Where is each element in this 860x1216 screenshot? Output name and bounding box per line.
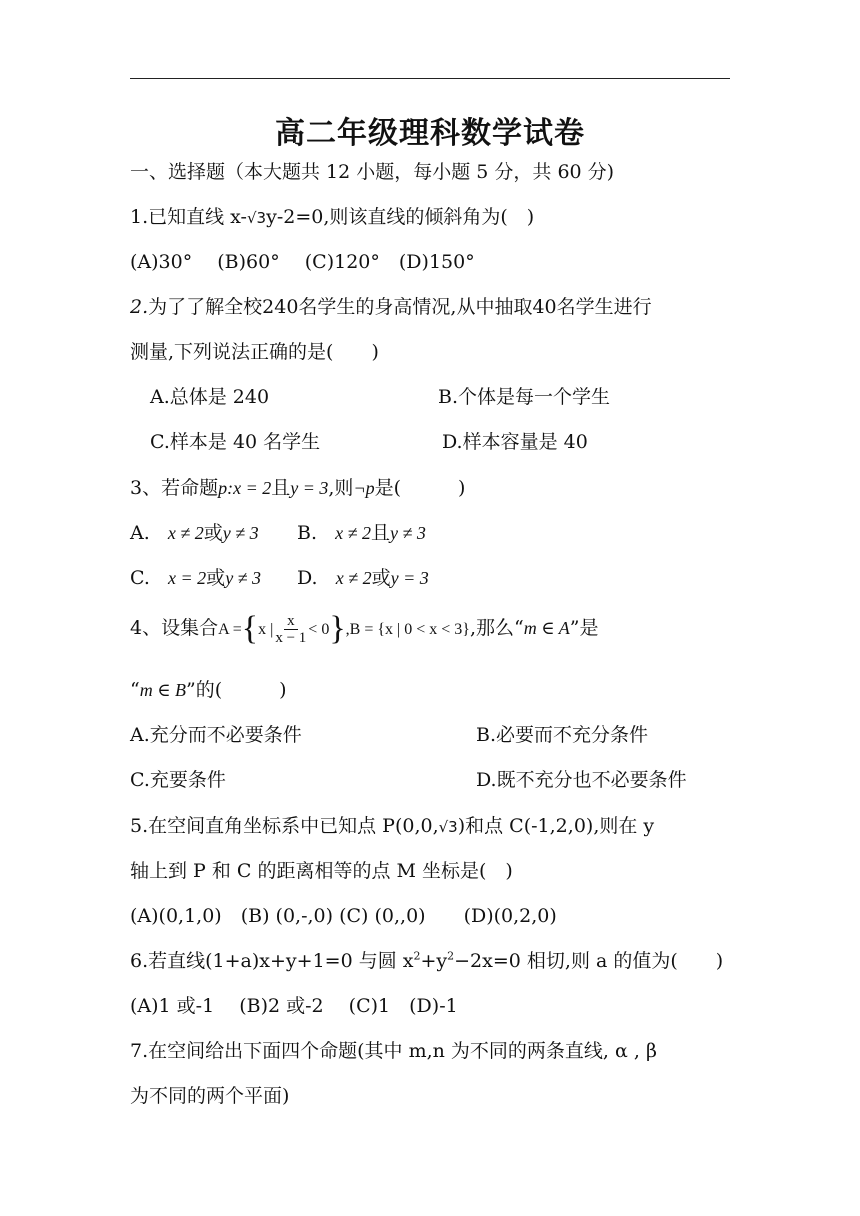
q4-suffix2: ”是 [569,617,599,639]
q4-m-in-A: m ∈ A [523,618,570,638]
q3-and: 且 [271,477,291,499]
q4-option-d: D.既不充分也不必要条件 [476,769,687,791]
q3-option-a [130,521,259,545]
q4-option-b: B.必要而不充分条件 [476,724,649,746]
header-rule [130,78,730,79]
question-7-line-2: 为不同的两个平面) [130,1085,290,1107]
right-brace: } [329,610,346,647]
q3-option-b [297,521,426,545]
sqrt3-symbol: √3 [438,818,458,836]
q2-option-a: A.总体是 240 [150,386,270,408]
q6-sup-1: 2 [413,949,421,963]
q4-open-quote: “ [130,679,140,701]
q4-option-a: A.充分而不必要条件 [130,724,302,746]
q3-mid: ,则 [328,477,354,499]
question-5-line-1 [130,814,654,839]
question-1 [130,205,534,230]
q6-text-c: −2x=0 相切,则 a 的值为( ) [454,950,724,972]
q3-c-conj: 或 [206,567,226,589]
section-heading: 一、选择题（本大题共 12 小题，每小题 5 分，共 60 分) [130,161,615,183]
q3-d-conj: 或 [371,567,391,589]
q3-d-x: x ≠ 2 [335,568,372,588]
q4-fraction [275,613,306,646]
q6-sup-2: 2 [447,949,455,963]
q3-b-x: x ≠ 2 [335,523,372,543]
question-3 [130,476,465,500]
q3-not-p: ¬p [353,478,375,498]
q3-prop-y: y = 3 [290,478,329,498]
q5-options: (A)(0,1,0) (B) (0,-,0) (C) (0,,0) (D)(0,2,0) [130,905,557,927]
question-2-line-2: 测量,下列说法正确的是( ) [130,341,379,363]
q4-option-c: C.充要条件 [130,769,226,791]
q4-suffix1: ,那么“ [469,617,524,639]
q2-option-d: D.样本容量是 40 [442,431,588,453]
q4-close: ”的( ) [186,679,287,701]
q2-option-b: B.个体是每一个学生 [438,386,611,408]
q3-b-label: B. [297,522,318,544]
q3-a-y: y ≠ 3 [222,523,259,543]
q3-d-y: y = 3 [390,568,429,588]
q4-prefix: 4、设集合 [130,617,219,639]
q3-d-label: D. [297,567,318,589]
q1-text-b: y-2=0,则该直线的倾斜角为( ) [266,206,535,228]
q3-c-y: y ≠ 3 [225,568,262,588]
question-7-line-1: 7.在空间给出下面四个命题(其中 m,n 为不同的两条直线, α , β [130,1040,657,1062]
q4-setB: ,B = {x | 0 < x < 3} [345,621,470,638]
q1-text-a: 1.已知直线 x- [130,206,247,228]
q3-option-c [130,566,261,590]
q1-options: (A)30° (B)60° (C)120° (D)150° [130,251,475,273]
q4-m-in-B: m ∈ B [139,680,187,700]
q3-b-conj: 且 [371,522,391,544]
q4-frac-num: x [284,613,298,630]
q3-c-label: C. [130,567,150,589]
q6-text-b: +y [420,950,448,972]
question-6 [130,949,723,973]
q3-a-label: A. [130,522,150,544]
q3-a-x: x ≠ 2 [167,523,204,543]
q2-option-c: C.样本是 40 名学生 [150,431,321,453]
q4-setA-x: x | [258,621,274,638]
question-4-line-2 [130,678,287,702]
q4-setA-lhs: A = [218,621,242,638]
q4-setA-rhs: < 0 [308,621,330,638]
q5-text-a: 5.在空间直角坐标系中已知点 P(0,0, [130,815,439,837]
q3-prefix: 3、若命题 [130,477,219,499]
question-2-line-1 [130,295,652,319]
sqrt3-symbol: √3 [246,209,267,227]
q6-text-a: 6.若直线(1+a)x+y+1=0 与圆 x [130,950,414,972]
left-brace: { [241,610,259,647]
q3-suffix: 是( ) [374,477,466,499]
q5-text-b: )和点 C(-1,2,0),则在 y [457,815,655,837]
exam-title: 高二年级理科数学试卷 [275,116,585,151]
q3-prop-p: p:x = 2 [218,478,272,498]
q2-text: 为了了解全校240名学生的身高情况,从中抽取40名学生进行 [148,296,652,318]
question-4 [130,606,598,652]
q3-option-d [297,566,429,590]
question-5-line-2: 轴上到 P 和 C 的距离相等的点 M 坐标是( ) [130,860,513,882]
q2-number: 2. [130,296,149,318]
q4-frac-den: x − 1 [275,629,307,646]
q3-a-conj: 或 [203,522,223,544]
q6-options: (A)1 或-1 (B)2 或-2 (C)1 (D)-1 [130,995,458,1017]
q3-b-y: y ≠ 3 [390,523,426,543]
q3-c-x: x = 2 [168,568,207,588]
